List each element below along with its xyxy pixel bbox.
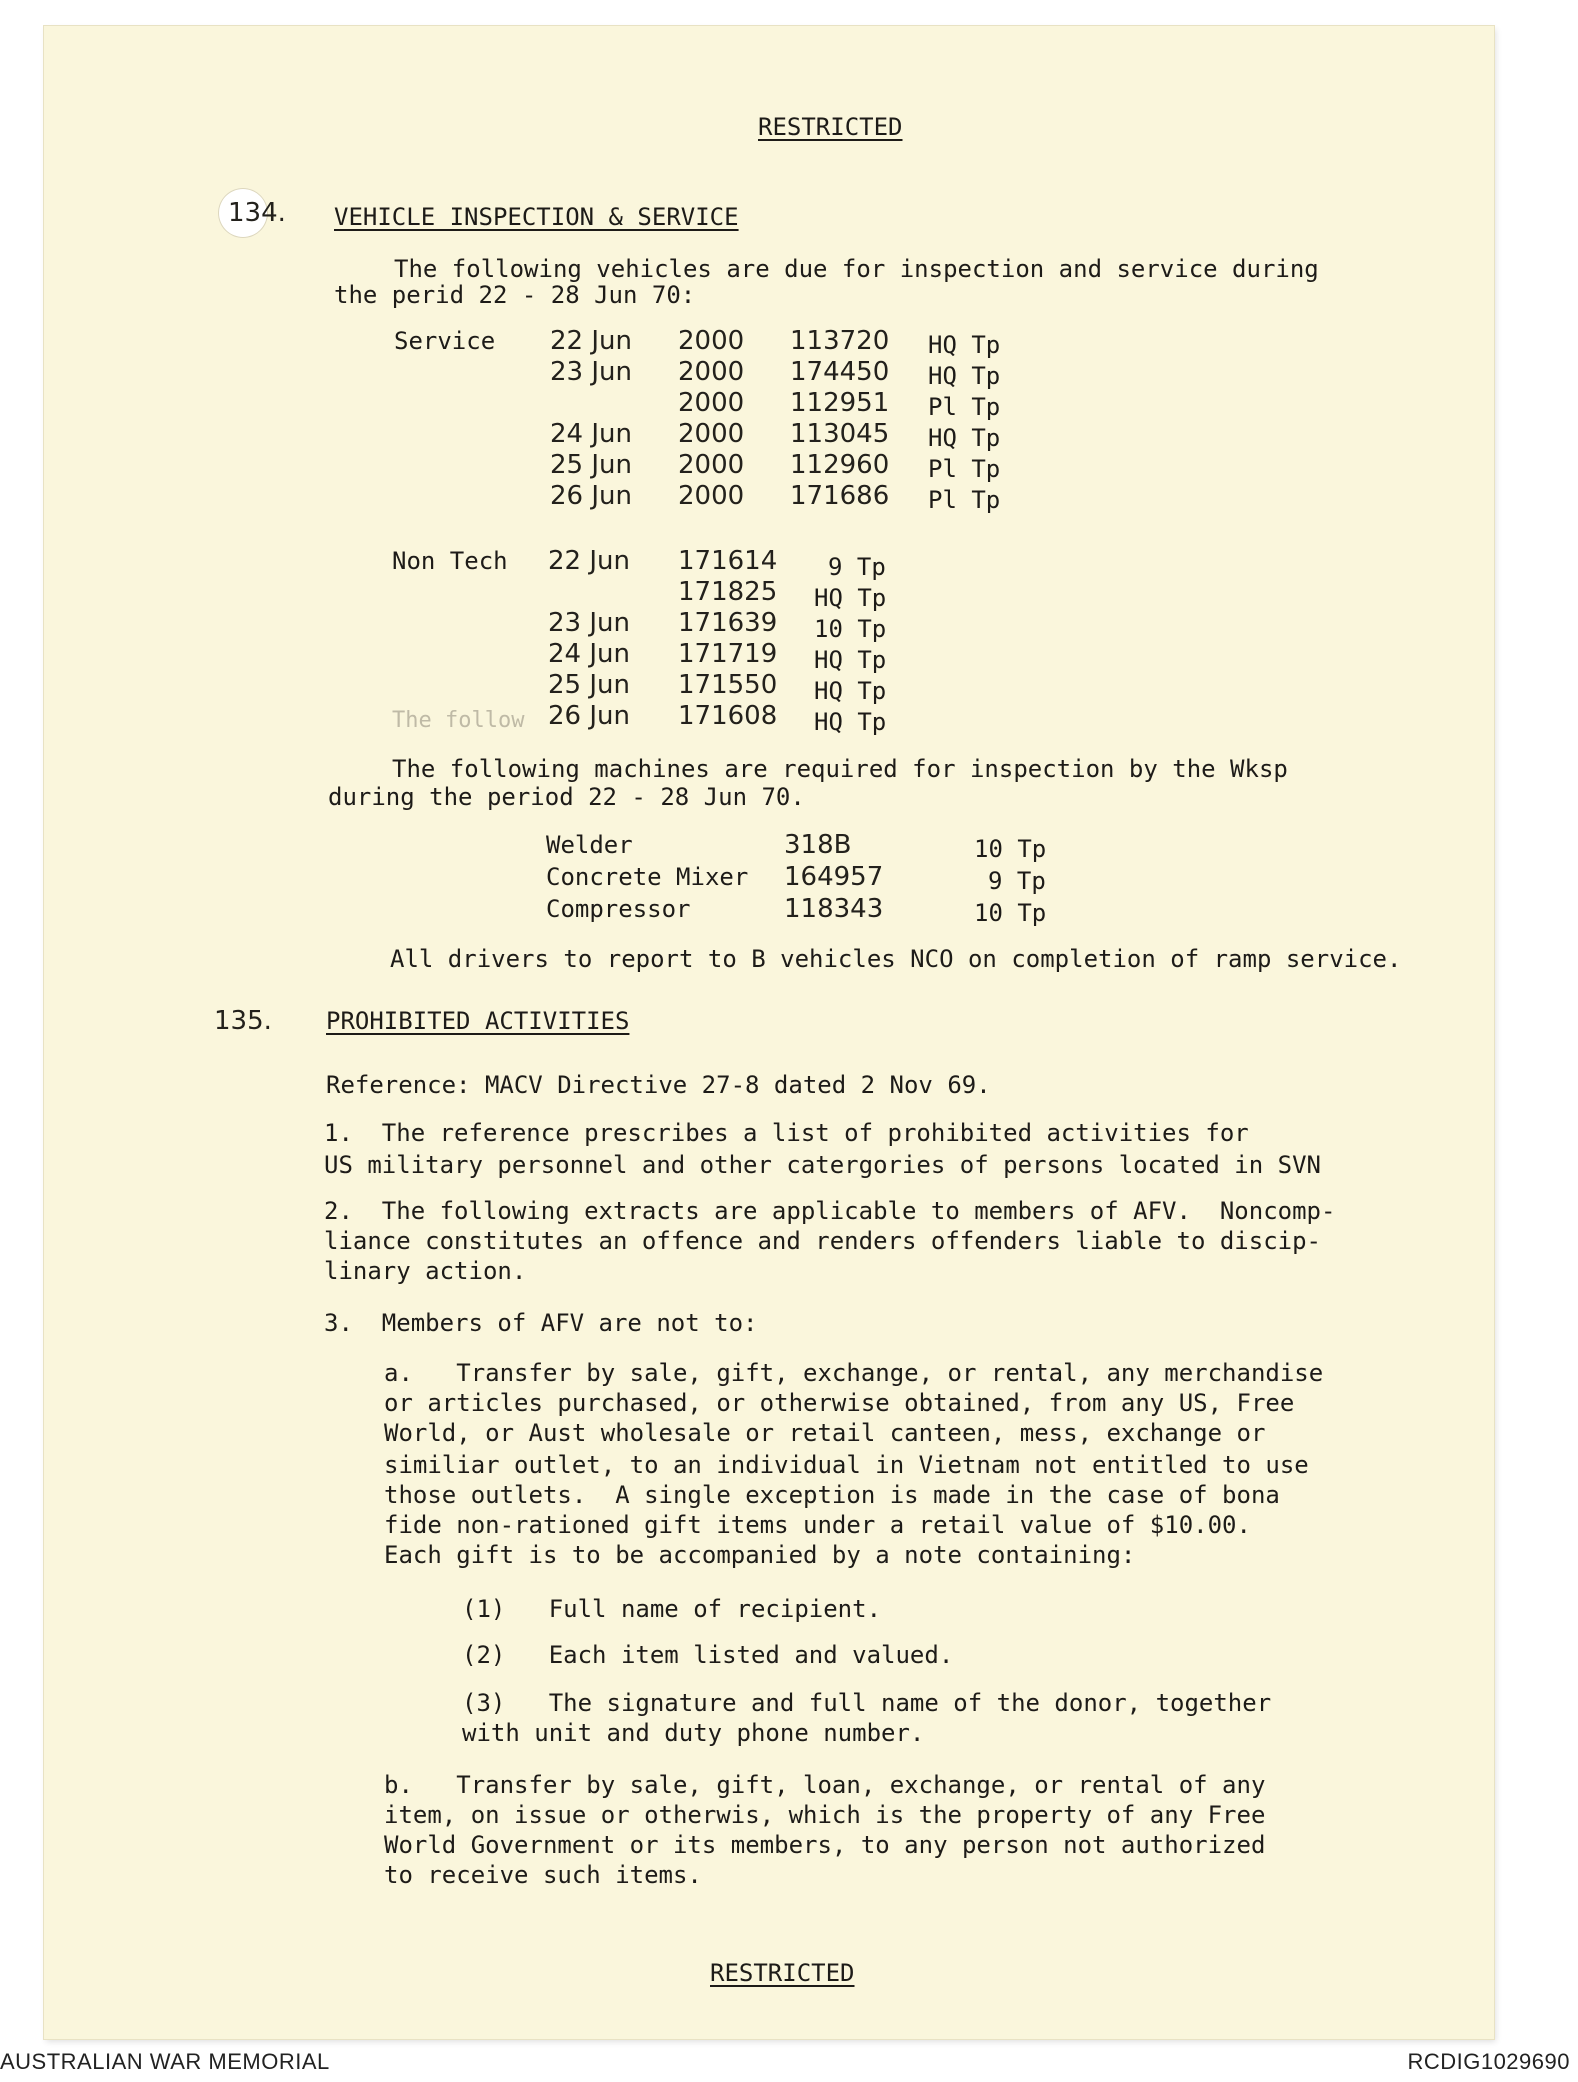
machines-intro-line2: during the period 22 - 28 Jun 70. <box>328 783 805 811</box>
service-label: Service <box>394 327 496 355</box>
paragraph-3b-line: b. Transfer by sale, gift, loan, exchange, or rental of any <box>384 1771 1266 1799</box>
service-vehicle: 112960 <box>790 450 890 480</box>
nontech-unit: HQ Tp <box>814 646 887 674</box>
paragraph-3b-line: item, on issue or otherwis, which is the property of any Free <box>384 1801 1266 1829</box>
nontech-unit: 9 Tp <box>828 553 886 581</box>
service-vehicle: 112951 <box>790 388 890 418</box>
paragraph-2-line1: 2. The following extracts are applicable to members of AFV. Noncomp- <box>324 1197 1336 1225</box>
nontech-date: 25 Jun <box>548 670 630 700</box>
nontech-vehicle: 171639 <box>678 608 778 638</box>
machine-number: 118343 <box>784 894 884 924</box>
section-134-number: 134. <box>228 198 286 228</box>
paragraph-3: 3. Members of AFV are not to: <box>324 1309 758 1337</box>
paragraph-3a-line: World, or Aust wholesale or retail canteen, mess, exchange or <box>384 1419 1266 1447</box>
nontech-vehicle: 171825 <box>678 577 778 607</box>
nontech-unit: HQ Tp <box>814 708 887 736</box>
ghost-offset-text: The follow <box>392 708 525 733</box>
paragraph-3a-line: or articles purchased, or otherwise obtained, from any US, Free <box>384 1389 1295 1417</box>
machine-name: Compressor <box>546 895 691 923</box>
nontech-date: 22 Jun <box>548 546 630 576</box>
sub-item-3-line1: (3) The signature and full name of the donor, together <box>462 1689 1272 1717</box>
nontech-vehicle: 171719 <box>678 639 778 669</box>
paragraph-3b-line: World Government or its members, to any person not authorized <box>384 1831 1266 1859</box>
archive-source-right: RCDIG1029690 <box>1407 2049 1570 2074</box>
section-135-number: 135. <box>214 1006 272 1036</box>
machine-name: Concrete Mixer <box>546 863 749 891</box>
service-code: 2000 <box>678 419 745 449</box>
service-date: 23 Jun <box>550 357 632 387</box>
nontech-unit: HQ Tp <box>814 677 887 705</box>
service-unit: Pl Tp <box>928 393 1001 421</box>
section-134-intro-line2: the perid 22 - 28 Jun 70: <box>334 281 696 309</box>
service-vehicle: 113720 <box>790 326 890 356</box>
service-unit: HQ Tp <box>928 424 1001 452</box>
nontech-vehicle: 171614 <box>678 546 778 576</box>
nontech-vehicle: 171608 <box>678 701 778 731</box>
drivers-instruction: All drivers to report to B vehicles NCO on completion of ramp service. <box>390 945 1402 973</box>
service-vehicle: 174450 <box>790 357 890 387</box>
paragraph-2-line2: liance constitutes an offence and renders offenders liable to discip- <box>324 1227 1321 1255</box>
section-135-title: PROHIBITED ACTIVITIES <box>326 1007 630 1035</box>
service-code: 2000 <box>678 450 745 480</box>
paragraph-3a-line: those outlets. A single exception is made in the case of bona <box>384 1481 1280 1509</box>
reference-line: Reference: MACV Directive 27-8 dated 2 Nov 69. <box>326 1071 991 1099</box>
service-code: 2000 <box>678 481 745 511</box>
paragraph-3b-line: to receive such items. <box>384 1861 702 1889</box>
paragraph-1-line1: 1. The reference prescribes a list of prohibited activities for <box>324 1119 1249 1147</box>
sub-item-1: (1) Full name of recipient. <box>462 1595 882 1623</box>
machine-unit: 10 Tp <box>974 835 1047 863</box>
nontech-unit: 10 Tp <box>814 615 887 643</box>
sub-item-2: (2) Each item listed and valued. <box>462 1641 954 1669</box>
section-134-intro-line1: The following vehicles are due for inspection and service during <box>394 255 1319 283</box>
service-vehicle: 171686 <box>790 481 890 511</box>
section-134-title: VEHICLE INSPECTION & SERVICE <box>334 203 739 231</box>
service-unit: HQ Tp <box>928 331 1001 359</box>
machine-number: 318B <box>784 830 852 860</box>
paragraph-1-line2: US military personnel and other catergories of persons located in SVN <box>324 1151 1321 1179</box>
paragraph-3a-line: similiar outlet, to an individual in Vietnam not entitled to use <box>384 1451 1309 1479</box>
machine-number: 164957 <box>784 862 884 892</box>
paragraph-3a-line: fide non-rationed gift items under a retail value of $10.00. <box>384 1511 1251 1539</box>
machines-intro-line1: The following machines are required for inspection by the Wksp <box>392 755 1288 783</box>
nontech-date: 23 Jun <box>548 608 630 638</box>
machine-name: Welder <box>546 831 633 859</box>
sub-item-3-line2: with unit and duty phone number. <box>462 1719 925 1747</box>
service-vehicle: 113045 <box>790 419 890 449</box>
service-date: 24 Jun <box>550 419 632 449</box>
nontech-vehicle: 171550 <box>678 670 778 700</box>
machine-unit: 9 Tp <box>988 867 1046 895</box>
service-unit: HQ Tp <box>928 362 1001 390</box>
service-date: 22 Jun <box>550 326 632 356</box>
service-unit: Pl Tp <box>928 486 1001 514</box>
service-date: 25 Jun <box>550 450 632 480</box>
paragraph-3a-line: a. Transfer by sale, gift, exchange, or rental, any merchandise <box>384 1359 1324 1387</box>
header-classification: RESTRICTED <box>758 113 903 141</box>
nontech-date: 26 Jun <box>548 701 630 731</box>
service-code: 2000 <box>678 388 745 418</box>
nontech-date: 24 Jun <box>548 639 630 669</box>
footer-classification: RESTRICTED <box>710 1959 855 1987</box>
archive-source-left: AUSTRALIAN WAR MEMORIAL <box>0 2049 330 2074</box>
service-unit: Pl Tp <box>928 455 1001 483</box>
service-code: 2000 <box>678 326 745 356</box>
machine-unit: 10 Tp <box>974 899 1047 927</box>
service-code: 2000 <box>678 357 745 387</box>
paragraph-3a-line: Each gift is to be accompanied by a note containing: <box>384 1541 1136 1569</box>
nontech-unit: HQ Tp <box>814 584 887 612</box>
paragraph-2-line3: linary action. <box>324 1257 527 1285</box>
nontech-label: Non Tech <box>392 547 508 575</box>
service-date: 26 Jun <box>550 481 632 511</box>
